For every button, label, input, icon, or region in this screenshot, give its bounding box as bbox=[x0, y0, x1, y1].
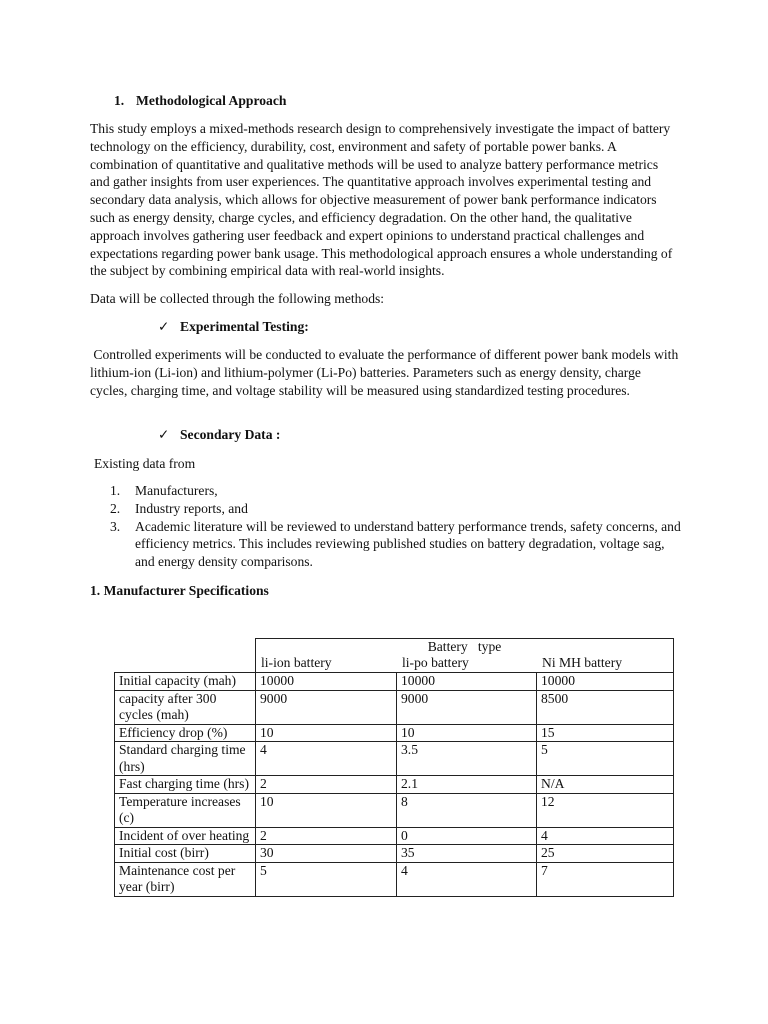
table-row: Temperature increases (c) 10 8 12 bbox=[115, 793, 674, 827]
method-title: Secondary Data : bbox=[180, 427, 281, 442]
checkmark-icon: ✓ bbox=[158, 427, 170, 442]
method-title: Experimental Testing: bbox=[180, 319, 309, 334]
table-header-row bbox=[115, 639, 674, 673]
existing-data-text: Existing data from bbox=[94, 456, 196, 471]
list-item: 2. Industry reports, and bbox=[110, 500, 248, 516]
section-title: Methodological Approach bbox=[136, 93, 287, 108]
table-row: Initial cost (birr) 30 35 25 bbox=[115, 845, 674, 863]
collection-intro: Data will be collected through the following methods: bbox=[90, 291, 385, 306]
section-heading bbox=[114, 92, 286, 110]
group-header: Battery type bbox=[427, 639, 502, 654]
section-number: 1. bbox=[114, 93, 125, 108]
column-header: li-ion battery bbox=[261, 655, 332, 670]
table-row: Maintenance cost per year (birr) 5 4 7 bbox=[115, 862, 674, 896]
intro-paragraph: This study employs a mixed-methods research design to comprehensively investigate the impact of battery technology on the efficiency, durability, cost, environment and safety of portable power banks. A combination of quantitative and qualitative methods will be used to analyze battery performance metrics and gather insights from user experiences. The quantitative approach involves experimental testing and secondary data analysis, which allows for objective measurement of power bank performance indicators such as energy density, charge cycles, and efficiency degradation. On the other hand, the qualitative approach involves gathering user feedback and expert opinions to understand practical challenges and expectations regarding power bank usage. This methodological approach ensures a whole understanding of the subject by combining empirical data with real-world insights. bbox=[90, 121, 673, 279]
table-row: Initial capacity (mah) 10000 10000 10000 bbox=[115, 673, 674, 691]
method-secondary-heading bbox=[158, 426, 280, 444]
manufacturer-heading: 1. Manufacturer Specifications bbox=[90, 583, 269, 598]
sources-list bbox=[110, 482, 685, 571]
battery-type-header bbox=[256, 639, 674, 673]
table-row: capacity after 300 cycles (mah) 9000 9000 8500 bbox=[115, 690, 674, 724]
method-experimental-heading bbox=[158, 318, 309, 336]
table-corner-cell bbox=[115, 639, 256, 673]
spec-table bbox=[114, 638, 674, 897]
column-header: li-po battery bbox=[402, 655, 469, 670]
table-row: Incident of over heating 2 0 4 bbox=[115, 827, 674, 845]
column-header: Ni MH battery bbox=[542, 655, 623, 670]
table-row: Standard charging time (hrs) 4 3.5 5 bbox=[115, 742, 674, 776]
table-row: Fast charging time (hrs) 2 2.1 N/A bbox=[115, 776, 674, 794]
list-item: 3. Academic literature will be reviewed to understand battery performance trends, safety concerns, and efficiency metrics. This includes reviewing published studies on battery degradation, voltage sag, and energy density comparisons. bbox=[110, 518, 681, 570]
experimental-paragraph: Controlled experiments will be conducted to evaluate the performance of different power bank models with lithium-ion (Li-ion) and lithium-polymer (Li-Po) batteries. Parameters such as energy density, charge cycles, charging time, and voltage stability will be measured using standardized testing procedures. bbox=[90, 347, 682, 398]
checkmark-icon: ✓ bbox=[158, 319, 170, 334]
list-item: 1. Manufacturers, bbox=[110, 483, 218, 498]
table-row: Efficiency drop (%) 10 10 15 bbox=[115, 724, 674, 742]
